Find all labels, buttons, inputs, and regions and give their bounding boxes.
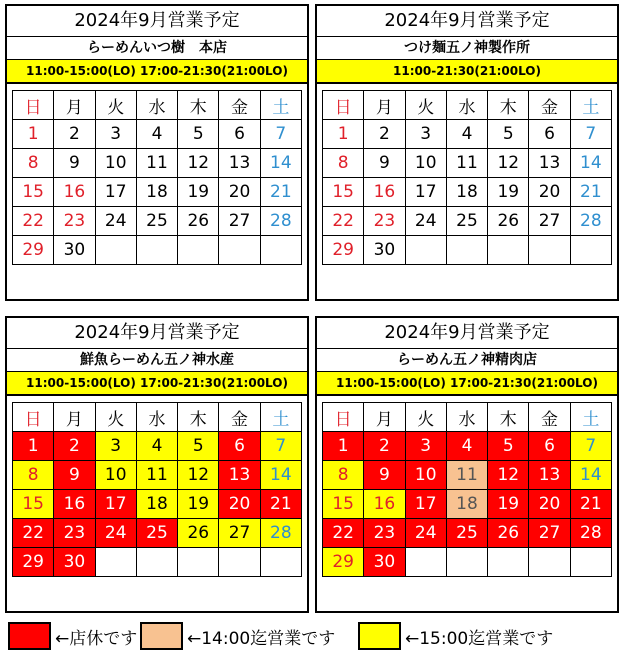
calendar-panel-4 — [315, 316, 619, 613]
day-cell: 6 — [219, 432, 260, 461]
panel-title: 2024年9月営業予定 — [7, 318, 307, 349]
day-cell: 24 — [405, 519, 446, 548]
day-cell: 1 — [13, 432, 54, 461]
weekday-header: 木 — [178, 91, 219, 120]
day-cell: 23 — [54, 207, 95, 236]
weekday-header: 日 — [323, 91, 364, 120]
day-cell: 20 — [219, 178, 260, 207]
week-row — [323, 432, 612, 461]
store-name: らーめん五ノ神精肉店 — [317, 349, 617, 372]
empty-day-cell — [95, 548, 136, 577]
day-cell: 3 — [405, 120, 446, 149]
weekday-header: 日 — [13, 403, 54, 432]
week-row — [323, 207, 612, 236]
day-cell: 23 — [54, 519, 95, 548]
weekday-header: 木 — [488, 91, 529, 120]
day-cell: 16 — [54, 490, 95, 519]
calendar-panel-2 — [315, 4, 619, 301]
empty-day-cell — [95, 236, 136, 265]
week-row — [323, 490, 612, 519]
day-cell: 14 — [570, 149, 611, 178]
day-cell: 22 — [323, 207, 364, 236]
day-cell: 22 — [323, 519, 364, 548]
day-cell: 22 — [13, 519, 54, 548]
empty-day-cell — [446, 236, 487, 265]
day-cell: 8 — [13, 149, 54, 178]
legend-swatch-until-15 — [358, 622, 401, 650]
day-cell: 20 — [219, 490, 260, 519]
day-cell: 5 — [178, 120, 219, 149]
weekday-header: 水 — [446, 403, 487, 432]
weekday-header: 月 — [54, 403, 95, 432]
day-cell: 16 — [54, 178, 95, 207]
day-cell: 7 — [570, 120, 611, 149]
day-cell: 14 — [260, 149, 301, 178]
day-cell: 1 — [323, 120, 364, 149]
day-cell: 2 — [364, 432, 405, 461]
week-row — [13, 207, 302, 236]
business-hours: 11:00-15:00(LO) 17:00-21:30(21:00LO) — [7, 60, 307, 84]
calendar-panel-1 — [5, 4, 309, 301]
panel-title: 2024年9月営業予定 — [7, 6, 307, 37]
day-cell: 5 — [488, 120, 529, 149]
week-row — [323, 236, 612, 265]
empty-day-cell — [446, 548, 487, 577]
store-name: らーめんいつ樹 本店 — [7, 37, 307, 60]
day-cell: 7 — [570, 432, 611, 461]
day-cell: 21 — [570, 178, 611, 207]
legend-swatch-closed — [8, 622, 51, 650]
day-cell: 14 — [570, 461, 611, 490]
legend-swatch-until-14 — [140, 622, 183, 650]
day-cell: 12 — [178, 461, 219, 490]
day-cell: 15 — [323, 490, 364, 519]
day-cell: 15 — [13, 490, 54, 519]
weekday-header: 金 — [529, 403, 570, 432]
day-cell: 29 — [13, 236, 54, 265]
day-cell: 21 — [260, 178, 301, 207]
week-row — [13, 490, 302, 519]
calendar-grid — [322, 402, 612, 577]
week-row — [13, 519, 302, 548]
day-cell: 1 — [323, 432, 364, 461]
day-cell: 29 — [13, 548, 54, 577]
day-cell: 28 — [570, 207, 611, 236]
day-cell: 9 — [364, 149, 405, 178]
day-cell: 27 — [529, 207, 570, 236]
day-cell: 23 — [364, 207, 405, 236]
day-cell: 13 — [529, 149, 570, 178]
day-cell: 18 — [136, 178, 177, 207]
week-row — [323, 149, 612, 178]
day-cell: 26 — [488, 207, 529, 236]
legend-label-until-14: ←14:00迄営業です — [187, 628, 336, 649]
day-cell: 14 — [260, 461, 301, 490]
day-cell: 3 — [95, 120, 136, 149]
day-cell: 21 — [570, 490, 611, 519]
day-cell: 24 — [405, 207, 446, 236]
legend-until-15 — [358, 620, 553, 652]
empty-day-cell — [136, 236, 177, 265]
day-cell: 18 — [136, 490, 177, 519]
day-cell: 28 — [260, 519, 301, 548]
day-cell: 1 — [13, 120, 54, 149]
day-cell: 2 — [54, 120, 95, 149]
calendar-panel-3 — [5, 316, 309, 613]
day-cell: 9 — [364, 461, 405, 490]
empty-day-cell — [219, 236, 260, 265]
weekday-header: 木 — [178, 403, 219, 432]
day-cell: 18 — [446, 490, 487, 519]
day-cell: 13 — [219, 461, 260, 490]
weekday-header: 金 — [529, 91, 570, 120]
legend-label-until-15: ←15:00迄営業です — [405, 628, 554, 649]
day-cell: 17 — [405, 490, 446, 519]
day-cell: 4 — [446, 432, 487, 461]
day-cell: 4 — [136, 120, 177, 149]
weekday-header: 水 — [136, 91, 177, 120]
weekday-header: 木 — [488, 403, 529, 432]
day-cell: 28 — [570, 519, 611, 548]
day-cell: 15 — [13, 178, 54, 207]
weekday-header: 金 — [219, 403, 260, 432]
empty-day-cell — [529, 548, 570, 577]
empty-day-cell — [570, 548, 611, 577]
day-cell: 19 — [178, 490, 219, 519]
day-cell: 26 — [178, 519, 219, 548]
day-cell: 24 — [95, 519, 136, 548]
week-row — [13, 461, 302, 490]
day-cell: 21 — [260, 490, 301, 519]
calendar-grid — [12, 90, 302, 265]
weekday-header: 土 — [260, 91, 301, 120]
day-cell: 13 — [219, 149, 260, 178]
weekday-header: 火 — [95, 403, 136, 432]
weekday-header: 水 — [136, 403, 177, 432]
day-cell: 18 — [446, 178, 487, 207]
day-cell: 26 — [488, 519, 529, 548]
day-cell: 2 — [54, 432, 95, 461]
business-hours: 11:00-21:30(21:00LO) — [317, 60, 617, 84]
calendar-grid — [322, 90, 612, 265]
day-cell: 19 — [488, 178, 529, 207]
weekday-header: 日 — [323, 403, 364, 432]
empty-day-cell — [529, 236, 570, 265]
day-cell: 8 — [323, 149, 364, 178]
panel-title: 2024年9月営業予定 — [317, 6, 617, 37]
day-cell: 12 — [488, 149, 529, 178]
weekday-header: 月 — [54, 91, 95, 120]
day-cell: 29 — [323, 236, 364, 265]
day-cell: 15 — [323, 178, 364, 207]
day-cell: 9 — [54, 149, 95, 178]
legend-until-14 — [140, 620, 335, 652]
empty-day-cell — [178, 548, 219, 577]
day-cell: 13 — [529, 461, 570, 490]
day-cell: 10 — [405, 461, 446, 490]
day-cell: 9 — [54, 461, 95, 490]
day-cell: 26 — [178, 207, 219, 236]
week-row — [13, 149, 302, 178]
day-cell: 11 — [446, 461, 487, 490]
empty-day-cell — [405, 236, 446, 265]
weekday-header-row — [13, 91, 302, 120]
day-cell: 19 — [178, 178, 219, 207]
week-row — [13, 178, 302, 207]
day-cell: 2 — [364, 120, 405, 149]
day-cell: 22 — [13, 207, 54, 236]
day-cell: 8 — [323, 461, 364, 490]
weekday-header: 火 — [405, 403, 446, 432]
day-cell: 25 — [446, 207, 487, 236]
day-cell: 11 — [136, 149, 177, 178]
week-row — [323, 461, 612, 490]
day-cell: 12 — [178, 149, 219, 178]
day-cell: 4 — [136, 432, 177, 461]
week-row — [323, 519, 612, 548]
week-row — [323, 548, 612, 577]
empty-day-cell — [405, 548, 446, 577]
day-cell: 20 — [529, 490, 570, 519]
weekday-header: 土 — [570, 403, 611, 432]
day-cell: 24 — [95, 207, 136, 236]
day-cell: 30 — [54, 548, 95, 577]
day-cell: 17 — [95, 490, 136, 519]
legend-closed — [8, 620, 137, 652]
day-cell: 12 — [488, 461, 529, 490]
day-cell: 5 — [488, 432, 529, 461]
business-hours: 11:00-15:00(LO) 17:00-21:30(21:00LO) — [7, 372, 307, 396]
day-cell: 28 — [260, 207, 301, 236]
week-row — [13, 432, 302, 461]
day-cell: 3 — [95, 432, 136, 461]
day-cell: 17 — [405, 178, 446, 207]
empty-day-cell — [488, 236, 529, 265]
weekday-header-row — [323, 91, 612, 120]
store-name: つけ麺五ノ神製作所 — [317, 37, 617, 60]
weekday-header: 火 — [95, 91, 136, 120]
empty-day-cell — [260, 548, 301, 577]
weekday-header: 土 — [570, 91, 611, 120]
panel-title: 2024年9月営業予定 — [317, 318, 617, 349]
day-cell: 29 — [323, 548, 364, 577]
week-row — [13, 120, 302, 149]
day-cell: 7 — [260, 120, 301, 149]
day-cell: 11 — [136, 461, 177, 490]
week-row — [13, 548, 302, 577]
weekday-header: 土 — [260, 403, 301, 432]
day-cell: 10 — [95, 149, 136, 178]
day-cell: 27 — [529, 519, 570, 548]
day-cell: 6 — [529, 120, 570, 149]
day-cell: 11 — [446, 149, 487, 178]
day-cell: 5 — [178, 432, 219, 461]
day-cell: 30 — [364, 236, 405, 265]
weekday-header: 月 — [364, 403, 405, 432]
empty-day-cell — [570, 236, 611, 265]
day-cell: 7 — [260, 432, 301, 461]
calendar-grid — [12, 402, 302, 577]
day-cell: 30 — [54, 236, 95, 265]
weekday-header: 月 — [364, 91, 405, 120]
day-cell: 6 — [219, 120, 260, 149]
empty-day-cell — [260, 236, 301, 265]
business-hours: 11:00-15:00(LO) 17:00-21:30(21:00LO) — [317, 372, 617, 396]
weekday-header-row — [13, 403, 302, 432]
day-cell: 25 — [446, 519, 487, 548]
weekday-header: 日 — [13, 91, 54, 120]
week-row — [323, 120, 612, 149]
day-cell: 25 — [136, 207, 177, 236]
empty-day-cell — [488, 548, 529, 577]
weekday-header-row — [323, 403, 612, 432]
day-cell: 6 — [529, 432, 570, 461]
day-cell: 4 — [446, 120, 487, 149]
day-cell: 30 — [364, 548, 405, 577]
weekday-header: 水 — [446, 91, 487, 120]
day-cell: 27 — [219, 519, 260, 548]
weekday-header: 金 — [219, 91, 260, 120]
day-cell: 25 — [136, 519, 177, 548]
day-cell: 16 — [364, 178, 405, 207]
empty-day-cell — [219, 548, 260, 577]
day-cell: 19 — [488, 490, 529, 519]
weekday-header: 火 — [405, 91, 446, 120]
day-cell: 27 — [219, 207, 260, 236]
empty-day-cell — [178, 236, 219, 265]
store-name: 鮮魚らーめん五ノ神水産 — [7, 349, 307, 372]
day-cell: 10 — [405, 149, 446, 178]
day-cell: 8 — [13, 461, 54, 490]
day-cell: 10 — [95, 461, 136, 490]
week-row — [13, 236, 302, 265]
day-cell: 3 — [405, 432, 446, 461]
day-cell: 16 — [364, 490, 405, 519]
day-cell: 23 — [364, 519, 405, 548]
day-cell: 20 — [529, 178, 570, 207]
week-row — [323, 178, 612, 207]
legend-label-closed: ←店休です — [55, 628, 138, 649]
empty-day-cell — [136, 548, 177, 577]
day-cell: 17 — [95, 178, 136, 207]
